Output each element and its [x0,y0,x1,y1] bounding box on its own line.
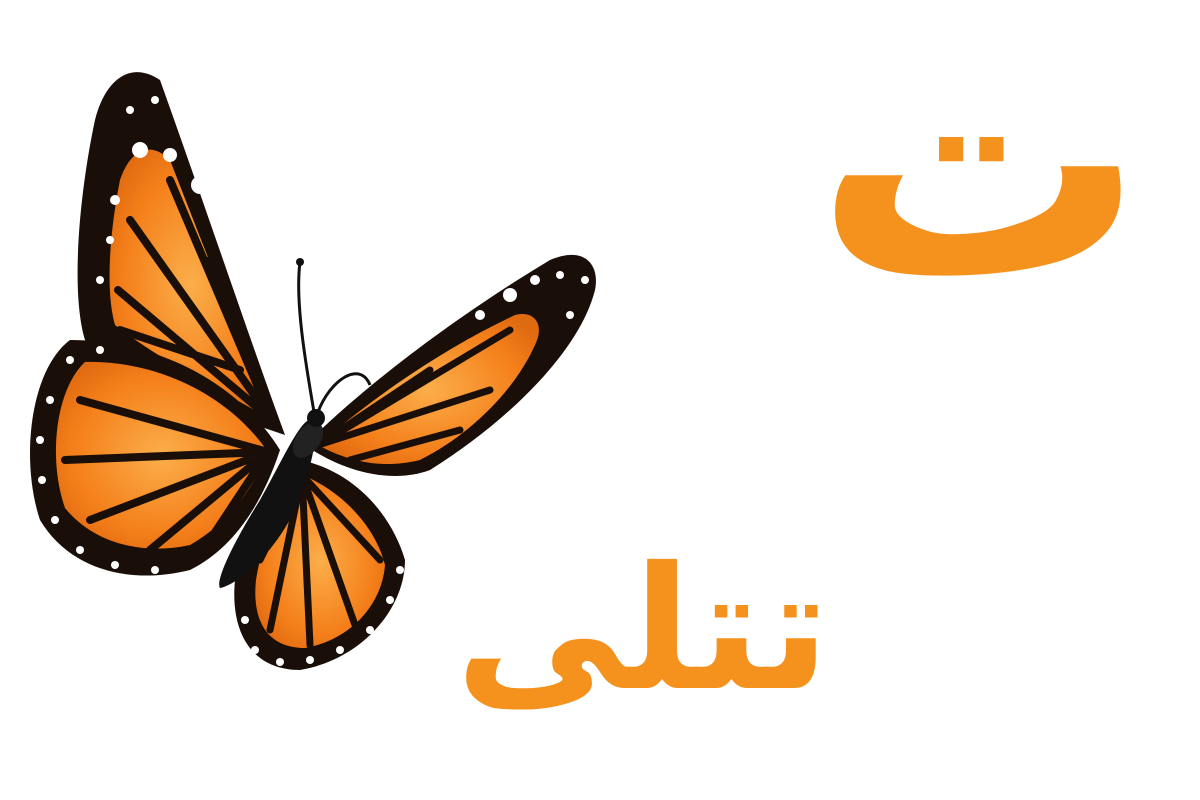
word-titli: تتلی [455,531,830,729]
letter-te: ت [814,0,1146,352]
right-forewing [305,255,596,476]
